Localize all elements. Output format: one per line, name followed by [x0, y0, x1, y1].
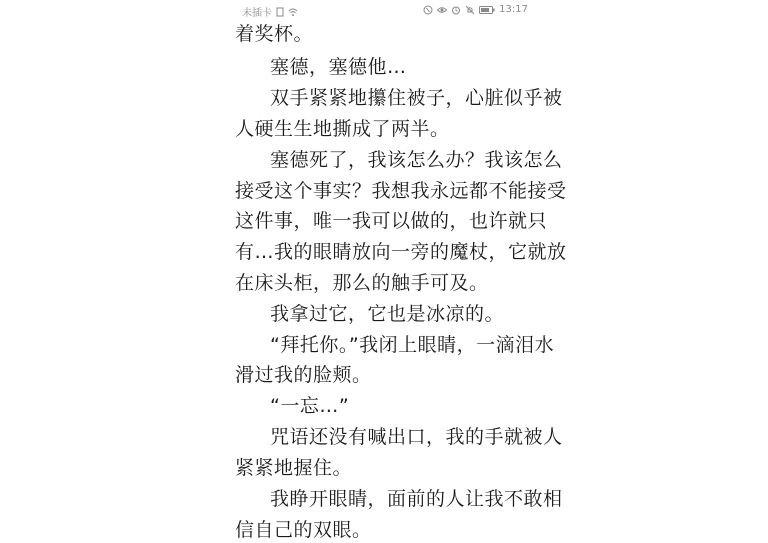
text-line: 紧紧地握住。 — [235, 457, 353, 479]
text-line: “一忘…” — [270, 395, 350, 417]
status-right — [423, 4, 528, 15]
text-line: 信自己的双眼。 — [235, 519, 372, 541]
text-line: 塞德死了，我该怎么办？我该怎么 — [270, 149, 563, 171]
text-line: 咒语还没有喊出口，我的手就被人 — [270, 426, 563, 448]
status-left — [242, 4, 298, 19]
text-line: “拜托你。”我闭上眼睛，一滴泪水 — [270, 334, 555, 356]
carrier-label: 未插卡 — [242, 8, 272, 19]
text-line: 这件事，唯一我可以做的，也许就只 — [235, 210, 548, 232]
text-line: 塞德，塞德他… — [270, 56, 407, 78]
text-line: 我睁开眼睛，面前的人让我不敢相 — [270, 488, 563, 510]
sim-icon — [275, 7, 285, 17]
nfc-icon — [423, 5, 433, 15]
text-line: 接受这个事实？我想我永远都不能接受 — [235, 180, 567, 202]
text-line: 着奖杯。 — [235, 23, 314, 45]
text-line: 滑过我的脸颊。 — [235, 364, 372, 386]
battery-icon — [479, 5, 495, 15]
text-line: 人硬生生地撕成了两半。 — [235, 118, 450, 140]
text-line: 在床头柜，那么的触手可及。 — [235, 272, 489, 294]
alarm-icon — [451, 5, 461, 15]
text-line: 我拿过它，它也是冰凉的。 — [270, 303, 505, 325]
eye-icon — [437, 5, 447, 15]
text-line: 有…我的眼睛放向一旁的魔杖，它就放 — [235, 241, 567, 263]
phone-screen — [230, 0, 567, 543]
clock: 13:17 — [499, 4, 528, 15]
text-line: 双手紧紧地攥住被子，心脏似乎被 — [270, 87, 563, 109]
wifi-icon — [288, 7, 298, 17]
mute-icon — [465, 5, 475, 15]
status-bar — [230, 0, 538, 22]
